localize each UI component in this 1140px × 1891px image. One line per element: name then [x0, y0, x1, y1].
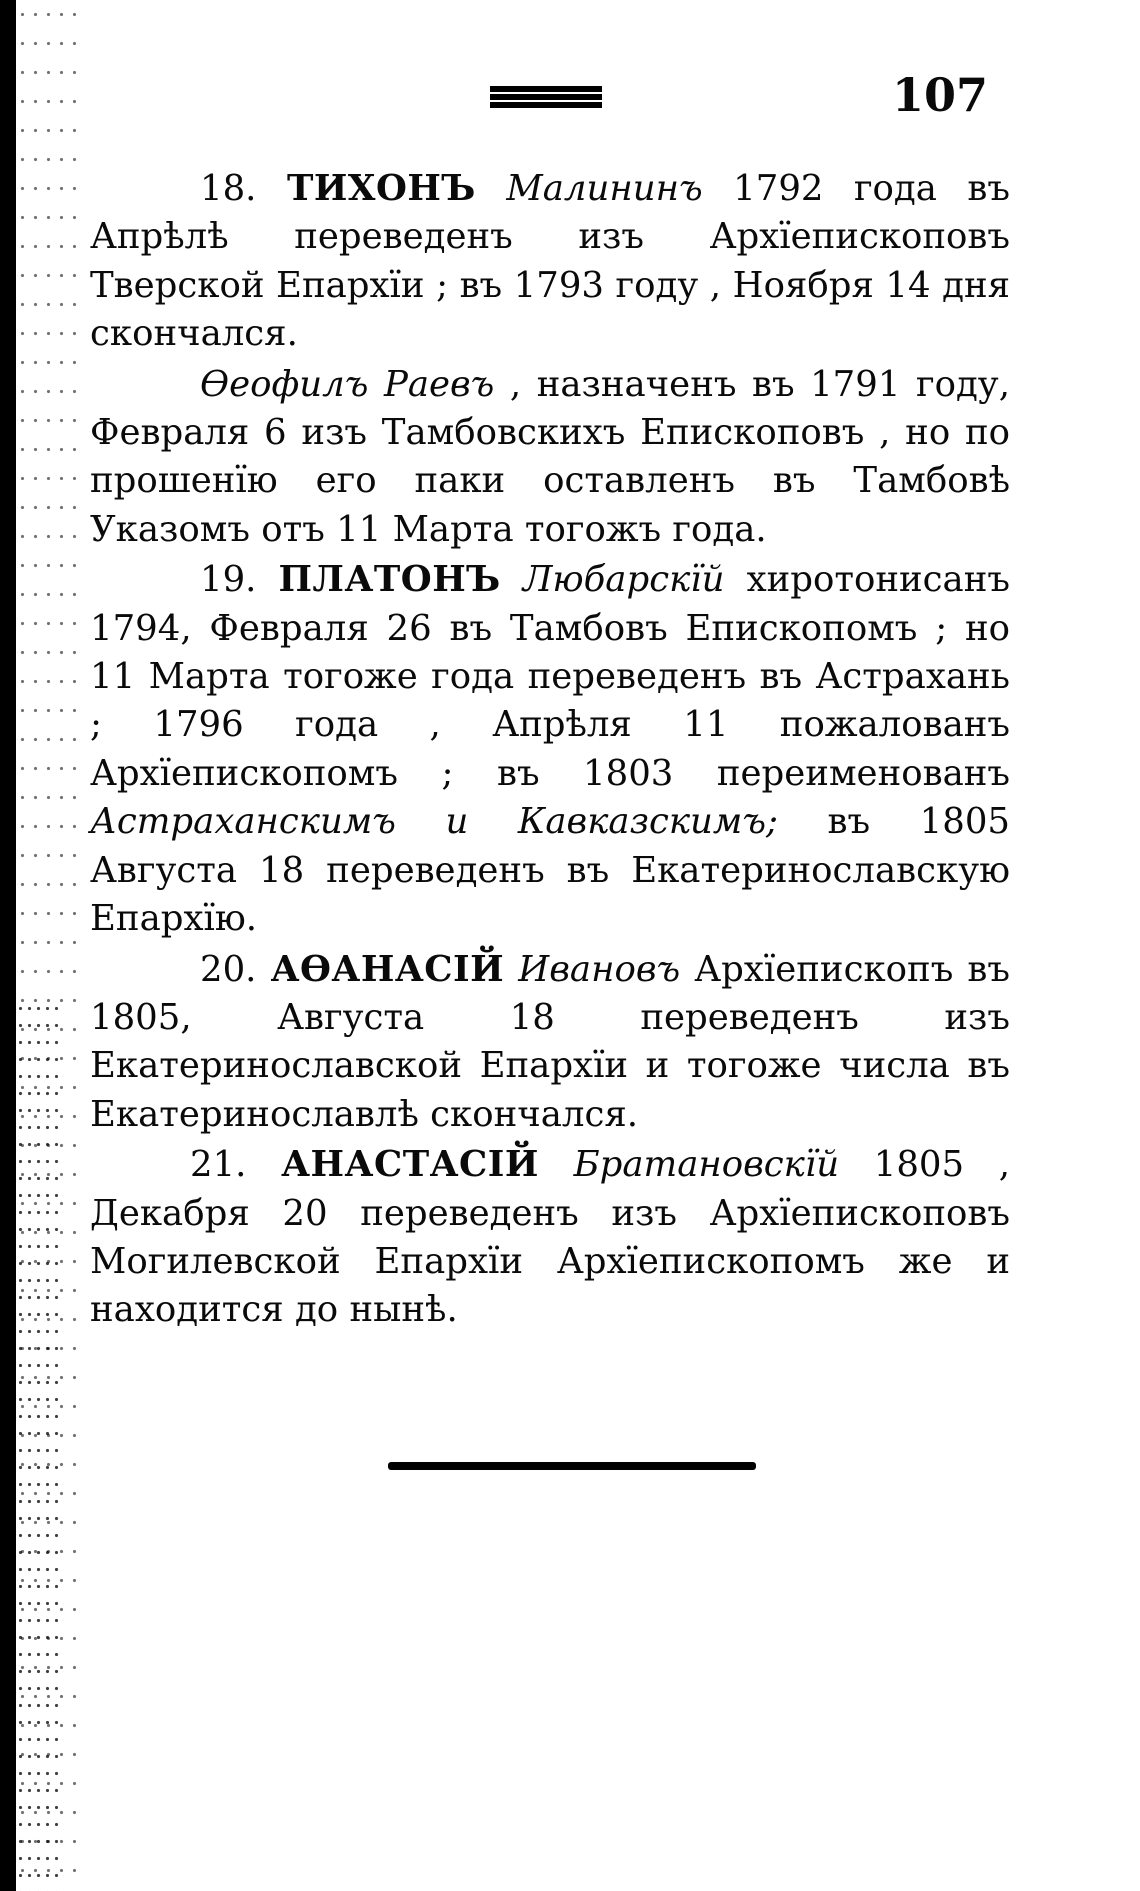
bishop-name: АНАСТАСІЙ	[281, 1144, 539, 1186]
bishop-surname: Ивановъ	[518, 948, 681, 990]
entry-italic-text: Астраханскимъ и Кавказскимъ;	[90, 801, 778, 843]
entry-text: 1792 года въ Апрѣлѣ переведенъ изъ Архїепископовъ Тверской Епархїи ; въ 1793 году , Ноября 14 дня скончался.	[90, 168, 1010, 355]
entry-number: 20.	[200, 948, 257, 990]
entry-number: 21.	[190, 1144, 247, 1186]
entry-text: 1805 , Декабря 20 переведенъ изъ Архїепископовъ Могилевской Епархїи Архїепископомъ же и находится до нынѣ.	[90, 1144, 1010, 1331]
bishop-name: АӨАНАСІЙ	[270, 948, 505, 990]
bishop-surname: Братановскїй	[573, 1144, 840, 1186]
header-ornament-rule	[490, 86, 602, 108]
end-rule	[388, 1462, 756, 1470]
bishop-name: ПЛАТОНЪ	[278, 559, 501, 601]
scan-left-edge	[0, 0, 16, 1891]
bishop-name: ТИХОНЪ	[286, 168, 476, 209]
entry-text: хиротонисанъ 1794, Февраля 26 въ Тамбовъ Епископомъ ; но 11 Марта тогоже года переведенъ въ Астрахань ; 1796 года , Апрѣля 11 пожалованъ Архїепископомъ ; въ 1803 переименованъ	[90, 559, 1010, 794]
entry-18	[90, 165, 1010, 359]
bishop-surname: Малининъ	[506, 168, 703, 209]
entry-theophil	[90, 361, 1010, 555]
entry-19	[90, 556, 1010, 943]
entry-number: 18.	[200, 168, 257, 209]
page-text	[90, 165, 1010, 1337]
entry-text: Архїепископъ въ 1805, Августа 18 переведенъ изъ Екатеринославской Епархїи и тогоже числа въ Екатеринославлѣ скончался.	[90, 948, 1010, 1135]
bishop-surname: Өеофилъ Раевъ	[200, 363, 495, 405]
entry-text-tail: въ 1805 Августа 18 переведенъ въ Екатеринославскую Епархїю.	[90, 801, 1010, 940]
entry-20	[90, 946, 1010, 1140]
page-number: 107	[892, 68, 989, 122]
entry-21	[90, 1141, 1010, 1335]
scan-speckle-lower	[16, 1000, 64, 1891]
bishop-surname: Любарскїй	[522, 559, 725, 601]
entry-text: , назначенъ въ 1791 году, Февраля 6 изъ Тамбовскихъ Епископовъ , но по прошенїю его паки оставленъ въ Тамбовѣ Указомъ отъ 11 Марта тогожъ года.	[90, 363, 1010, 550]
entry-number: 19.	[200, 559, 257, 601]
